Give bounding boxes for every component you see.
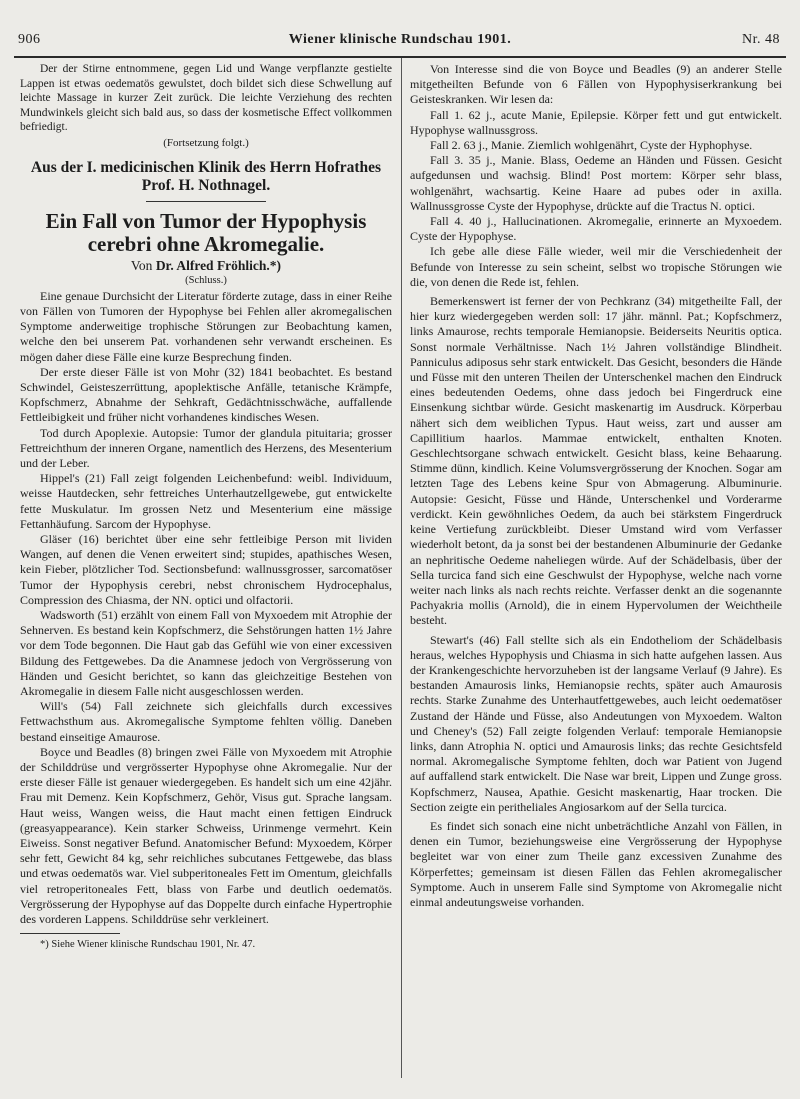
body-paragraph: Hippel's (21) Fall zeigt folgenden Leichenbefund: weibl. Individuum, weisse Hautdecken, sehr fettreiches Unterhautzellgewebe, gut entwickelte fette Muskulatur. Im grossen Netz und Mesenterium eine mässige Fettanhäufung. Sarcom der Hypophyse. (20, 471, 392, 531)
author-prefix: Von (130, 257, 153, 273)
column-divider (401, 58, 402, 1078)
footnote: *) Siehe Wiener klinische Rundschau 1901, Nr. 47. (40, 939, 256, 951)
body-paragraph: Eine genaue Durchsicht der Literatur förderte zutage, dass in einer Reihe von Fällen von Tumoren der Hypophyse bei Fehlen aller akromegalischen Symptome anderweitige trophische Störungen zur Beobachtung kamen, welche den bei unserem Pat. vorhandenen sehr verwandt erscheinen. Es mögen daher diese Fälle eine kurze Besprechung finden. (20, 288, 392, 364)
body-paragraph: Stewart's (46) Fall stellte sich als ein Endotheliom der Schädelbasis heraus, welches Hypophysis und Chiasma in sich hatte aufgehen lassen. Aus der Krankengeschichte hervorzuheben ist der langsame Verlauf (9 Jahre). Es bestanden Amaurosis links, Hemianopsie rechts, später auch Amaurosis rechts. Starke Zunahme des Unterhautfettgewebes, auch leicht oedematöser Zustand der Hände und Füsse, also Andeutungen von Myxoedem. Walton und Cheney's (52) Fall zeigte folgenden Verlauf: temporale Hemianopsie links, dann Atrophia N. optici und Amaurosis links; das rechte Gesichtsfeld normal. Akromegalische Symptome fehlten, doch war Patient von Jugend auf auffallend stark entwickelt. Die Nase war breit, Lippen und Zunge gross. Kopfschmerz, Nausea, Apathie. Gesicht maskenartig, Haar trocken. Die Section zeigte ein peritheliales Angiosarkom auf der Sella turcica. (410, 632, 782, 814)
body-paragraph: Gläser (16) berichtet über eine sehr fettleibige Person mit lividen Wangen, auf denen die Venen erweitert sind; stupides, apathisches Wesen, kein Fieber, plötzlicher Tod. Sectionsbefund: wallnussgrosser, sarcomatöser Tumor der Hypophysis cerebri, nebst chronischem Hydrocephalus, Compression des Chiasma, der NN. optici und olfactorii. (20, 531, 392, 607)
issue-number: Nr. 48 (742, 32, 780, 47)
footnote-rule (20, 933, 120, 934)
right-column (410, 62, 782, 910)
author-line (20, 258, 392, 274)
conclusion-note: (Schluss.) (185, 274, 227, 286)
page-number: 906 (18, 32, 41, 47)
case-entry: Fall 3. 35 j., Manie. Blass, Oedeme an Händen und Füssen. Gesicht aufgedunsen und wachsig. Blind! Post mortem: Körper sehr blass, wohlgenährt, wachsartig. Keine Haare ad pubes oder in axilla. Wallnussgrosse Cyste der Hypophyse, drückte auf die Tractus N. optici. (410, 153, 782, 213)
continuation-note: (Fortsetzung folgt.) (163, 136, 249, 149)
left-column (20, 62, 392, 951)
heading-divider (146, 201, 266, 202)
case-entry: Fall 4. 40 j., Hallucinationen. Akromegalie, erinnerte an Myxoedem. Cyste der Hypophyse. (410, 214, 782, 244)
header-rule (14, 56, 786, 58)
body-paragraph: Tod durch Apoplexie. Autopsie: Tumor der glandula pituitaria; grosser Fettreichthum der inneren Organe, namentlich des Herzens, des Mesenterium und der Leber. (20, 425, 392, 470)
body-paragraph: Bemerkenswert ist ferner der von Pechkranz (34) mitgetheilte Fall, der hier kurz wiedergegeben werden soll: 17 jähr. männl. Pat.; Kopfschmerz, links Amaurose, rechts temporale Hemianopsie. Beiderseits Neuritis optica. Sonst normale Verhältnisse. Nach 1½ Jahren vollständige Blindheit. Panniculus adiposus sehr stark entwickelt. Das Gesicht, besonders die Hände und Füsse mit den unteren Theilen der Unterschenkel machen den Eindruck eines bedeutenden Oedems, ohne dass jedoch bei Fingerdruck eine Einsenkung sichtbar würde. Gesicht maskenartig im Ausdruck. Körperbau nähert sich dem weiblichen Typus. Haut weiss, zart und ausser am Capillitium haarlos. Mammae entwickelt, enthalten Knoten. Geschlechtsorgane schwach entwickelt. Gesicht blass, keine Behaarung. Stimme dünn, kindlich. Keine Volumsvergrösserung der Knochen. Sogar am letzten Tage des Lebens keine Spur von Abmagerung. Albuminurie. Autopsie: Gesicht, Füsse und Hände, Unterschenkel und Vorderarme verdickt. Kein gewöhnliches Oedem, da auch bei stärkstem Fingerdruck keine Vertiefung zurückbleibt. Dieser Umstand wird vom Verfasser wiederholt betont, da ja sonst bei der bestandenen Albuminurie der Gedanke an nephritische Oedeme naheliegen würde. Auf der Schädelbasis, über der Sella turcica fand sich eine Geschwulst der Hypophyse, welche nach vorne weiter nach links als nach rechts reichte. Verfasser denkt an die sogenannte Pachyakria mollis (Arnold), die in einem Hypervolumen der Weichtheile besteht. (410, 294, 782, 628)
author-name: Dr. Alfred Fröhlich.*) (155, 257, 282, 273)
body-paragraph: Der erste dieser Fälle ist von Mohr (32) 1841 beobachtet. Es bestand Schwindel, Geisteszerrüttung, apoplektische Anfälle, tetanische Krämpfe, Kopfschmerz, Abnahme der Sehkraft, Gedächtnisschwäche, auffallende Fettleibigkeit und früher nicht vorhandenes kindisches Wesen. (20, 364, 392, 425)
case-entry: Fall 1. 62 j., acute Manie, Epilepsie. Körper fett und gut entwickelt. Hypophyse wallnussgross. (410, 107, 782, 137)
body-paragraph: Von Interesse sind die von Boyce und Beadles (9) an anderer Stelle mitgetheilten Befunde von 6 Fällen von Hypophysiserkrankung bei Geisteskranken. Wir lesen da: (410, 62, 782, 107)
body-paragraph: Boyce und Beadles (8) bringen zwei Fälle von Myxoedem mit Atrophie der Schilddrüse und vergrösserter Hypophyse ohne Akromegalie. Nur der erste dieser Fälle ist genauer wiedergegeben. Es handelt sich um eine 42jähr. Frau mit Demenz. Kein Kopfschmerz, Gehör, Visus gut. Sprache langsam. Haut weiss, Wangen weiss, die Haut macht einen fettigen Eindruck (greasyappearance). Kein starker Schweiss, Urinmenge vermehrt. Kein Eiweiss. Sonst negativer Befund. Anatomischer Befund: Myxoedem, Körper sehr fett, Gewicht 84 kg, sehr reichliches subcutanes Fettgewebe, das blass und etwas oedematös war. Viel subperitoneales Fett im Omentum, gleichfalls viel retroperitoneales Fett, blass von Farbe und deutlich oedematös. Vergrösserung der Hypophyse auf das Doppelte durch einfache Hypertrophie des vorderen Lappens. Schilddrüse sehr verkleinert. (20, 744, 392, 927)
case-entry: Fall 2. 63 j., Manie. Ziemlich wohlgenährt, Cyste der Hyphophyse. (430, 138, 753, 153)
article-title: Ein Fall von Tumor der Hypophysis cerebri ohne Akromegalie. (45, 208, 367, 256)
body-paragraph: Es findet sich sonach eine nicht unbeträchtliche Anzahl von Fällen, in denen ein Tumor, beziehungsweise eine Vergrösserung der Hypophyse begleitet war von einer zum Theile ganz excessiven Zunahme des Körperfettes; gemeinsam ist diesen Fällen das Fehlen akromegalischer Symptome. Auch in unserem Falle sind Symptome von Akromegalie nicht einmal andeutungsweise vorhanden. (410, 818, 782, 909)
clinic-heading: Aus der I. medicinischen Klinik des Herrn Hofrathes Prof. H. Nothnagel. (30, 158, 382, 194)
running-header (18, 30, 782, 52)
body-paragraph: Wadsworth (51) erzählt von einem Fall von Myxoedem mit Atrophie der Sehnerven. Es bestand kein Kopfschmerz, die Sehstörungen hatten 1½ Jahre vor dem Tode begonnen. Die Haut gab das Gefühl wie von einer excessiven Bildung des Fettgewebes. Da die Anamnese jedoch von Vergrösserung von Händen und Gesicht berichtet, so kann das gleichzeitige Bestehen von Akromegalie in diesem Falle nicht ausgeschlossen werden. (20, 607, 392, 698)
journal-title: Wiener klinische Rundschau 1901. (288, 32, 512, 47)
previous-article-ending: Der der Stirne entnommene, gegen Lid und Wange verpflanzte gestielte Lappen ist etwas oedematös gewulstet, doch bildet sich diese Schwellung auf leichte Massage in kurzer Zeit zurück. Die leichte Verziehung des rechten Mundwinkels gleicht sich bald aus, so dass der kosmetische Effect vollkommen befriedigt. (20, 63, 392, 133)
body-paragraph: Ich gebe alle diese Fälle wieder, weil mir die Verschiedenheit der Befunde von Interesse zu sein scheint, selbst wo tropische Störungen wie die, von denen die Rede ist, fehlen. (410, 244, 782, 289)
body-paragraph: Will's (54) Fall zeichnete sich gleichfalls durch excessives Fettwachsthum aus. Akromegalische Symptome fehlten völlig. Daneben bestand einseitige Amaurose. (20, 699, 392, 744)
